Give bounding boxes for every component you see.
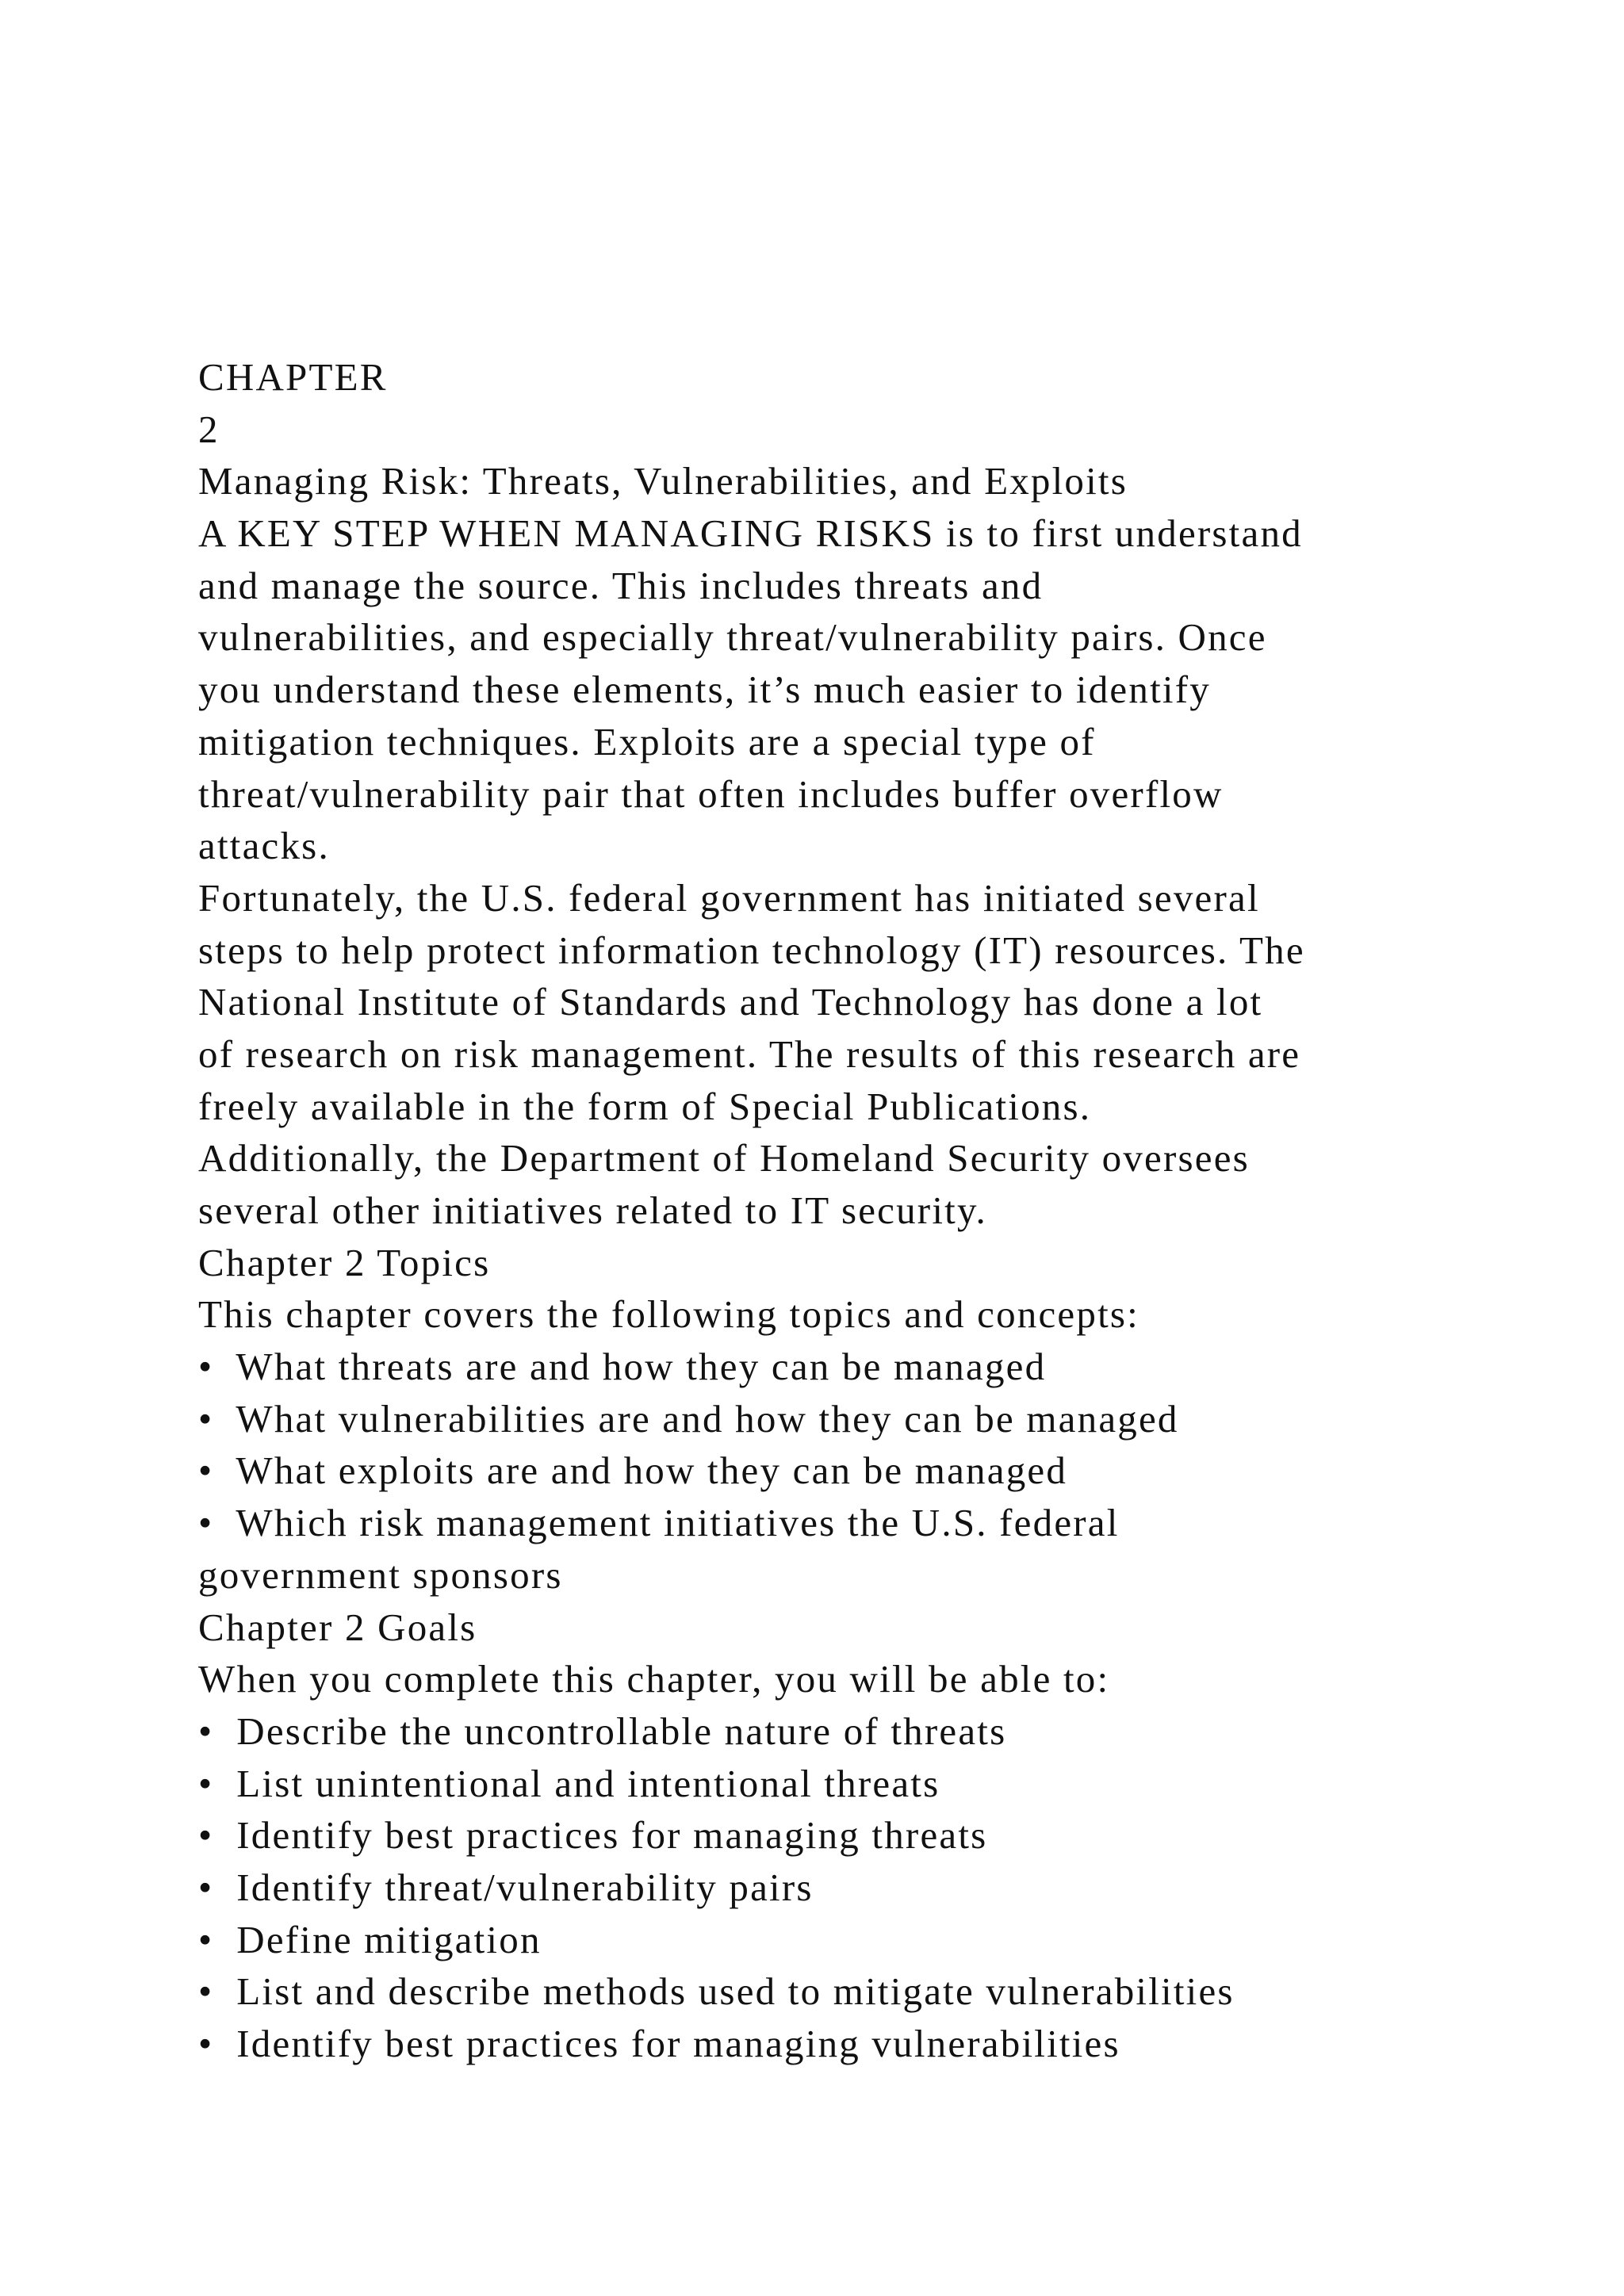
paragraph-line: threat/vulnerability pair that often includes buffer overflow [198, 771, 1224, 816]
intro-paragraph [198, 507, 1499, 872]
list-item: • List and describe methods used to mitigate vulnerabilities [198, 1969, 1235, 2014]
list-item: • Describe the uncontrollable nature of threats [198, 1709, 1007, 1753]
chapter-title: Managing Risk: Threats, Vulnerabilities, and Exploits [198, 459, 1128, 503]
paragraph-line: A KEY STEP WHEN MANAGING RISKS is to first understand [198, 511, 1303, 556]
paragraph-line: and manage the source. This includes threats and [198, 563, 1044, 607]
list-item: government sponsors [198, 1552, 563, 1597]
paragraph-line: mitigation techniques. Exploits are a special type of [198, 719, 1096, 763]
government-paragraph [198, 872, 1499, 1237]
list-item: • What threats are and how they can be managed [198, 1345, 1047, 1389]
topics-heading: Chapter 2 Topics [198, 1240, 491, 1284]
paragraph-line: several other initiatives related to IT security. [198, 1188, 987, 1232]
document-page [198, 351, 1499, 2070]
paragraph-line: Additionally, the Department of Homeland Security oversees [198, 1136, 1250, 1181]
list-item: • What vulnerabilities are and how they can be managed [198, 1396, 1179, 1441]
paragraph-line: of research on risk management. The results of this research are [198, 1031, 1301, 1076]
topics-intro: This chapter covers the following topics and concepts: [198, 1292, 1139, 1337]
paragraph-line: you understand these elements, it’s much easier to identify [198, 668, 1211, 712]
list-item: • Identify best practices for managing vulnerabilities [198, 2022, 1120, 2065]
chapter-label: CHAPTER [198, 355, 388, 399]
paragraph-line: National Institute of Standards and Technology has done a lot [198, 980, 1263, 1024]
list-item: • What exploits are and how they can be managed [198, 1448, 1068, 1493]
topics-list [198, 1341, 1499, 1601]
paragraph-line: steps to help protect information technology (IT) resources. The [198, 928, 1305, 972]
paragraph-line: vulnerabilities, and especially threat/vulnerability pairs. Once [198, 615, 1267, 660]
list-item: • Identify best practices for managing threats [198, 1813, 988, 1858]
paragraph-line: Fortunately, the U.S. federal government has initiated several [198, 875, 1260, 920]
goals-list [198, 1705, 1499, 2070]
goals-heading: Chapter 2 Goals [198, 1605, 477, 1649]
paragraph-line: freely available in the form of Special Publications. [198, 1084, 1092, 1128]
list-item: • Identify threat/vulnerability pairs [198, 1865, 814, 1909]
paragraph-line: attacks. [198, 824, 330, 868]
list-item: • List unintentional and intentional threats [198, 1761, 940, 1805]
list-item: • Which risk management initiatives the U.S. federal [198, 1501, 1120, 1545]
list-item: • Define mitigation [198, 1917, 542, 1961]
chapter-number: 2 [198, 407, 220, 451]
goals-intro: When you complete this chapter, you will be able to: [198, 1657, 1110, 1701]
